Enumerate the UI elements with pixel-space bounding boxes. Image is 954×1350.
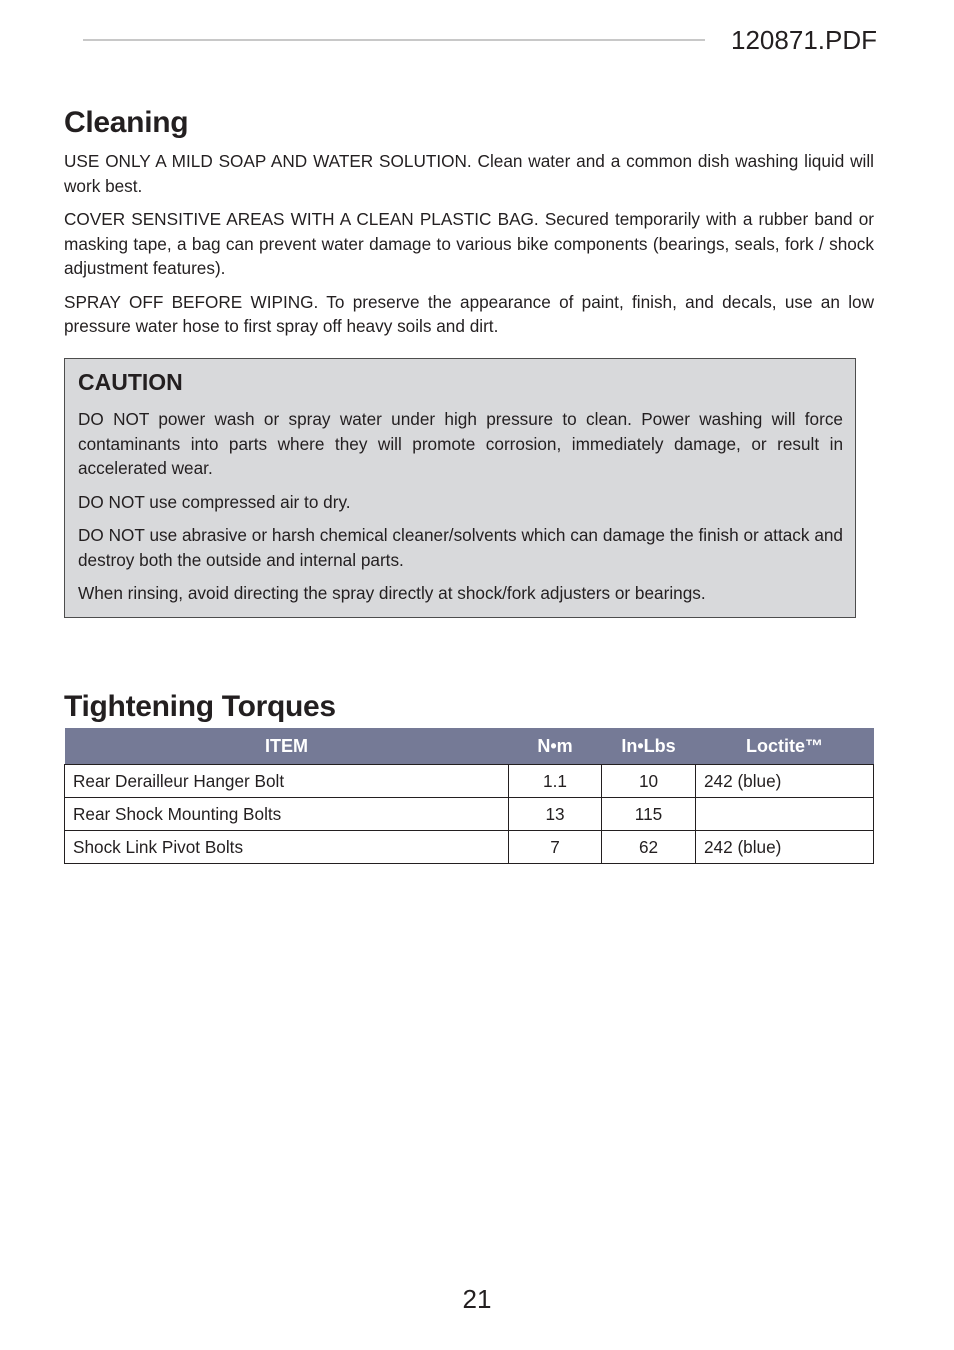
caution-paragraph-abrasive: DO NOT use abrasive or harsh chemical cleaner/solvents which can damage the finish or attack and destroy both the outside and internal parts.	[78, 525, 843, 570]
page-number: 21	[462, 1284, 492, 1314]
cleaning-paragraph-spray: SPRAY OFF BEFORE WIPING. To preserve the appearance of paint, finish, and decals, use an low pressure water hose to first spray off heavy soils and dirt.	[64, 291, 874, 336]
table-row	[65, 798, 874, 831]
cell-loctite	[696, 798, 874, 831]
cell-item: Rear Derailleur Hanger Bolt	[65, 765, 509, 798]
column-header-nm: N•m	[509, 728, 602, 765]
table-row	[65, 831, 874, 864]
caution-title: CAUTION	[78, 369, 183, 395]
column-header-item: ITEM	[65, 728, 509, 765]
cleaning-paragraph-soap: USE ONLY A MILD SOAP AND WATER SOLUTION. Clean water and a common dish washing liquid will work best.	[64, 151, 874, 196]
cell-nm: 7	[509, 831, 602, 864]
cleaning-paragraph-cover: COVER SENSITIVE AREAS WITH A CLEAN PLASTIC BAG. Secured temporarily with a rubber band or masking tape, a bag can prevent water damage to various bike components (bearings, seals, fork / shock adjustment features).	[64, 209, 874, 278]
cell-nm: 13	[509, 798, 602, 831]
cell-inlbs: 10	[602, 765, 696, 798]
caution-box	[64, 358, 856, 618]
cleaning-title: Cleaning	[64, 106, 189, 139]
header-rule	[83, 39, 705, 41]
caution-paragraph-rinsing: When rinsing, avoid directing the spray directly at shock/fork adjusters or bearings.	[78, 583, 706, 603]
column-header-loctite: Loctite™	[696, 728, 874, 765]
caution-paragraph-compressed-air: DO NOT use compressed air to dry.	[78, 491, 351, 512]
caution-paragraph-power-wash: DO NOT power wash or spray water under high pressure to clean. Power washing will force contaminants into parts where they will promote corrosion, immediately damage, or result in accelerated wear.	[78, 409, 843, 478]
cell-item: Rear Shock Mounting Bolts	[65, 798, 509, 831]
table-row	[65, 765, 874, 798]
torque-table-header-row	[65, 728, 874, 765]
cell-loctite: 242 (blue)	[696, 765, 874, 798]
cell-inlbs: 62	[602, 831, 696, 864]
cell-item: Shock Link Pivot Bolts	[65, 831, 509, 864]
torques-title: Tightening Torques	[64, 690, 336, 723]
cleaning-section	[64, 149, 874, 348]
cell-loctite: 242 (blue)	[696, 831, 874, 864]
document-id: 120871.PDF	[731, 25, 877, 55]
cell-nm: 1.1	[509, 765, 602, 798]
cell-inlbs: 115	[602, 798, 696, 831]
column-header-inlbs: In•Lbs	[602, 728, 696, 765]
torque-table	[64, 728, 874, 864]
